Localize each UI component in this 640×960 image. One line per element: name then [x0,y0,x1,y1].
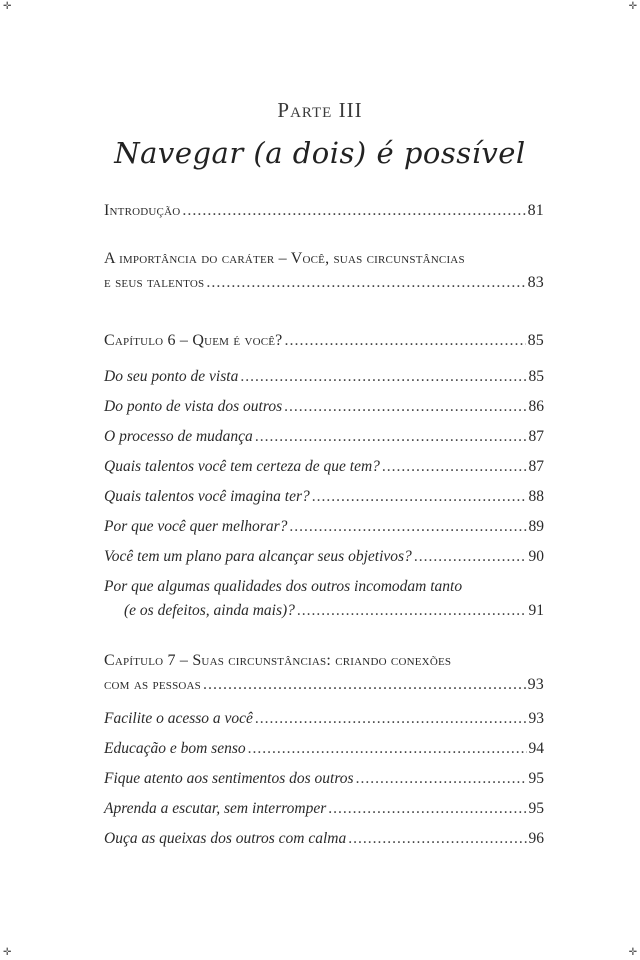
toc-entry-page: 85 [527,332,544,349]
part-title: Navegar (a dois) é possível [114,136,526,170]
toc-entry-capitulo-7[interactable] [104,674,544,696]
leader-dots [203,674,526,696]
leader-dots [348,828,526,850]
toc-entry-title: O processo de mudança [104,428,253,445]
toc-entry[interactable] [104,366,544,388]
crop-mark-top-right: ✛ [628,1,637,12]
toc-entry-incomodam[interactable] [104,600,544,622]
toc-entry-page: 87 [528,458,544,475]
toc-entry-page: 83 [527,274,544,291]
toc-entry-title: Fique atento aos sentimentos dos outros [104,770,354,787]
leader-dots [328,798,526,820]
toc-entry-title: Educação e bom senso [104,740,246,757]
toc-entry-page: 95 [528,800,544,817]
toc-entry-title: Capítulo 6 – Quem é você? [104,332,283,349]
toc-entry-title: Ouça as queixas dos outros com calma [104,830,347,847]
crop-mark-bottom-right: ✛ [628,947,637,958]
leader-dots [255,708,527,730]
leader-dots [248,738,527,760]
toc-entry-importancia[interactable] [104,272,544,294]
crop-mark-top-left: ✛ [3,1,12,12]
toc-entry-title: e seus talentos [104,274,205,291]
toc-entry-incomodam-line1[interactable]: Por que algumas qualidades dos outros incomodam tanto [104,578,463,595]
toc-entry-capitulo-7-line1[interactable]: Capítulo 7 – Suas circunstâncias: criando conexões [104,652,452,669]
leader-dots [255,426,527,448]
toc-entry-page: 90 [528,548,544,565]
crop-mark-bottom-left: ✛ [3,947,12,958]
toc-entry-title: Quais talentos você tem certeza de que tem? [104,458,380,475]
toc-entry-title: Introdução [104,202,181,219]
leader-dots [356,768,527,790]
toc-entry[interactable] [104,486,544,508]
leader-dots [289,516,526,538]
leader-dots [285,330,526,352]
toc-entry-introducao[interactable] [104,200,544,222]
leader-dots [284,396,526,418]
leader-dots [414,546,527,568]
toc-entry-importancia-line1[interactable]: A importância do caráter – Você, suas circunstâncias [104,250,465,267]
toc-entry[interactable] [104,456,544,478]
part-label: Parte III [277,98,363,122]
toc-entry-page: 95 [528,770,544,787]
toc-entry-title: Quais talentos você imagina ter? [104,488,310,505]
toc-entry-page: 86 [528,398,544,415]
toc-entry-title: Aprenda a escutar, sem interromper [104,800,327,817]
leader-dots [382,456,527,478]
toc-entry[interactable] [104,738,544,760]
toc-entry[interactable] [104,708,544,730]
toc-entry-page: 96 [528,830,544,847]
toc-entry-title: Por que você quer melhorar? [104,518,288,535]
toc-entry-title: com as pessoas [104,676,202,693]
toc-entry-page: 87 [528,428,544,445]
toc-entry[interactable] [104,798,544,820]
toc-entry-capitulo-6[interactable] [104,330,544,352]
toc-entry-page: 81 [527,202,544,219]
leader-dots [182,200,525,222]
leader-dots [297,600,527,622]
toc-entry[interactable] [104,396,544,418]
toc-entry-title: (e os defeitos, ainda mais)? [124,602,295,619]
leader-dots [206,272,525,294]
leader-dots [312,486,527,508]
toc-entry-page: 93 [528,710,544,727]
toc-entry[interactable] [104,546,544,568]
toc-entry-title: Você tem um plano para alcançar seus objetivos? [104,548,412,565]
toc-entry[interactable] [104,768,544,790]
toc-entry[interactable] [104,516,544,538]
toc-entry[interactable] [104,828,544,850]
toc-entry-page: 88 [528,488,544,505]
toc-entry-page: 94 [528,740,544,757]
toc-entry-title: Do ponto de vista dos outros [104,398,283,415]
toc-entry[interactable] [104,426,544,448]
toc-entry-title: Do seu ponto de vista [104,368,239,385]
leader-dots [240,366,526,388]
toc-entry-page: 89 [528,518,544,535]
toc-entry-page: 91 [528,602,544,619]
toc-entry-page: 85 [528,368,544,385]
toc-entry-title: Facilite o acesso a você [104,710,253,727]
toc-entry-page: 93 [527,676,544,693]
